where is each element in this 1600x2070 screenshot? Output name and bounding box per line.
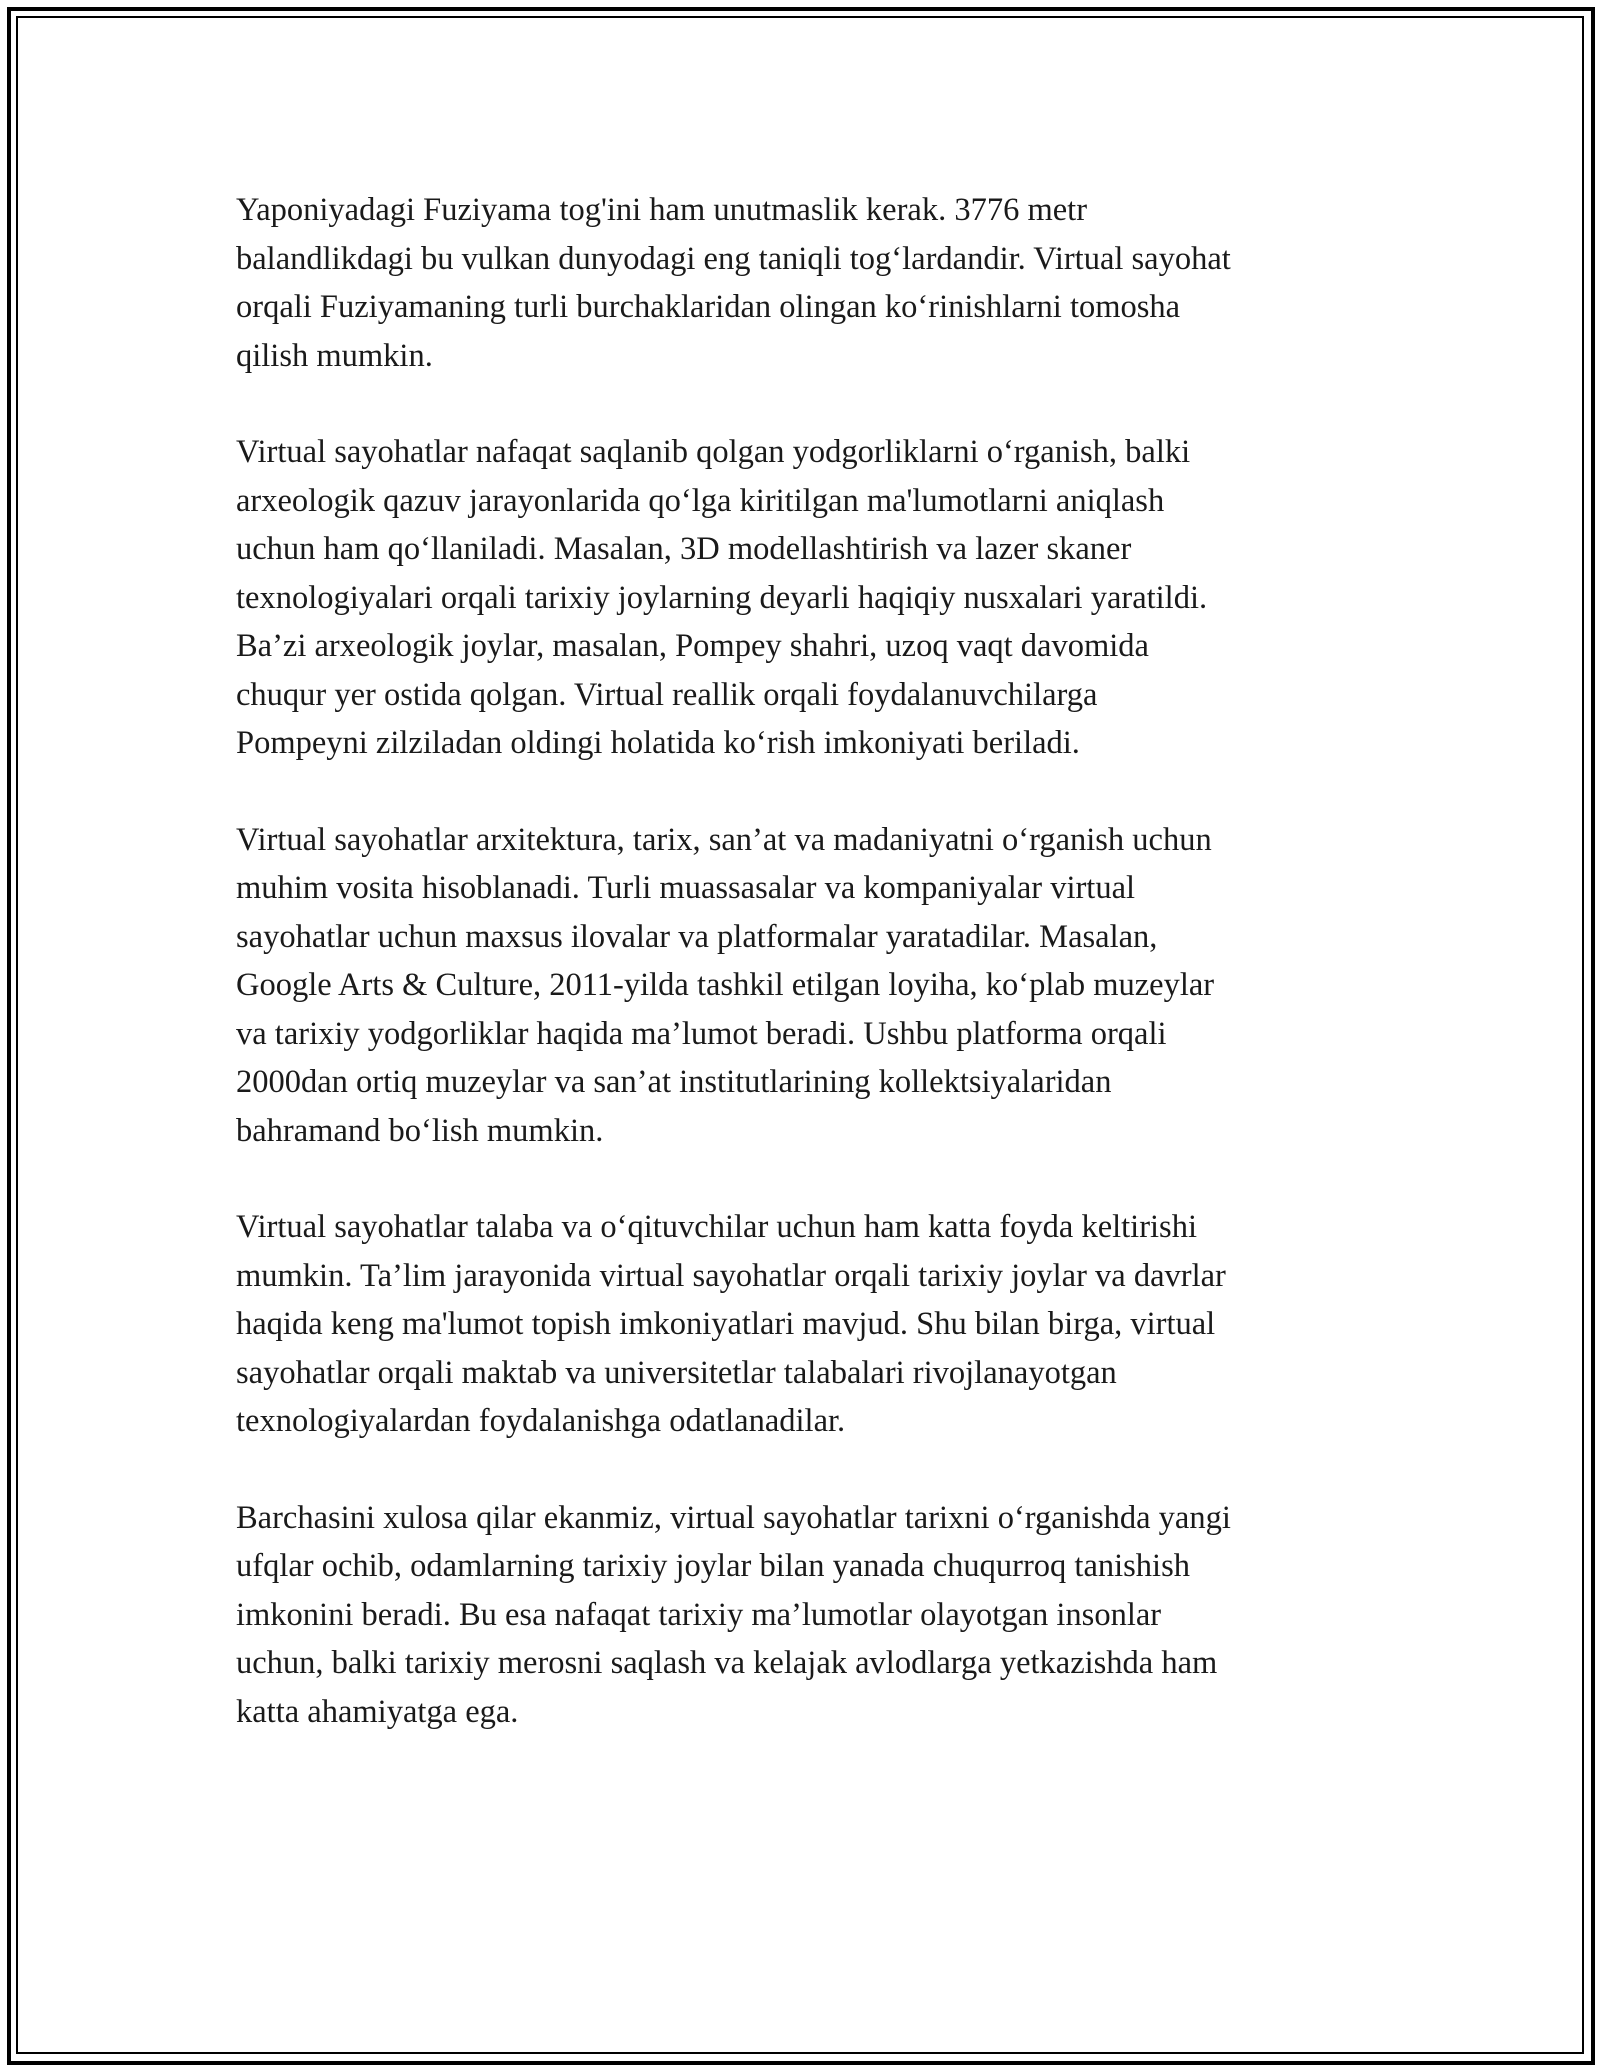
text-line: Barchasini xulosa qilar ekanmiz, virtual sayohatlar tarixni o‘rganishda yangi	[236, 1499, 1231, 1536]
text-line: 2000dan ortiq muzeylar va san’at institutlarining kollektsiyalaridan	[236, 1064, 1112, 1100]
text-line: Pompeyni zilziladan oldingi holatida ko‘rish imkoniyati beriladi.	[236, 725, 1080, 761]
text-line: imkonini beradi. Bu esa nafaqat tarixiy ma’lumotlar olayotgan insonlar	[236, 1596, 1162, 1633]
text-line: mumkin. Ta’lim jarayonida virtual sayohatlar orqali tarixiy joylar va davrlar	[236, 1257, 1226, 1294]
text-line: va tarixiy yodgorliklar haqida ma’lumot beradi. Ushbu platforma orqali	[236, 1015, 1167, 1052]
text-line: ufqlar ochib, odamlarning tarixiy joylar bilan yanada chuqurroq tanishish	[236, 1548, 1190, 1584]
paragraph-education	[236, 1203, 1376, 1446]
text-line: Google Arts & Culture, 2011-yilda tashkil etilgan loyiha, ko‘plab muzeylar	[236, 967, 1215, 1003]
text-line: haqida keng ma'lumot topish imkoniyatlari mavjud. Shu bilan birga, virtual	[236, 1306, 1216, 1342]
text-line: Virtual sayohatlar talaba va o‘qituvchilar uchun ham katta foyda keltirishi	[236, 1209, 1197, 1245]
text-line: balandlikdagi bu vulkan dunyodagi eng taniqli tog‘lardandir. Virtual sayohat	[236, 240, 1231, 277]
text-line: texnologiyalari orqali tarixiy joylarning deyarli haqiqiy nusxalari yaratildi.	[236, 579, 1208, 616]
text-line: texnologiyalardan foydalanishga odatlanadilar.	[236, 1403, 846, 1439]
text-line: bahramand bo‘lish mumkin.	[236, 1112, 604, 1149]
text-line: chuqur yer ostida qolgan. Virtual reallik orqali foydalanuvchilarga	[236, 676, 1098, 713]
text-line: uchun, balki tarixiy merosni saqlash va kelajak avlodlarga yetkazishda ham	[236, 1645, 1218, 1681]
text-line: muhim vosita hisoblanadi. Turli muassasalar va kompaniyalar virtual	[236, 870, 1136, 906]
text-line: Virtual sayohatlar arxitektura, tarix, san’at va madaniyatni o‘rganish uchun	[236, 821, 1212, 858]
text-line: qilish mumkin.	[236, 337, 433, 374]
text-line: katta ahamiyatga ega.	[236, 1693, 519, 1730]
text-line: orqali Fuziyamaning turli burchaklaridan olingan ko‘rinishlarni tomosha	[236, 289, 1181, 325]
text-line: arxeologik qazuv jarayonlarida qo‘lga kiritilgan ma'lumotlarni aniqlash	[236, 482, 1165, 519]
text-line: uchun ham qo‘llaniladi. Masalan, 3D modellashtirish va lazer skaner	[236, 531, 1132, 567]
document-body	[236, 186, 1376, 1784]
paragraph-culture	[236, 816, 1376, 1156]
text-line: sayohatlar uchun maxsus ilovalar va platformalar yaratadilar. Masalan,	[236, 918, 1158, 955]
paragraph-fuji	[236, 186, 1376, 380]
text-line: sayohatlar orqali maktab va universitetlar talabalari rivojlanayotgan	[236, 1354, 1117, 1391]
paragraph-conclusion	[236, 1494, 1376, 1737]
text-line: Yaponiyadagi Fuziyama tog'ini ham unutmaslik kerak. 3776 metr	[236, 192, 1088, 228]
text-line: Ba’zi arxeologik joylar, masalan, Pompey shahri, uzoq vaqt davomida	[236, 628, 1149, 664]
text-line: Virtual sayohatlar nafaqat saqlanib qolgan yodgorliklarni o‘rganish, balki	[236, 434, 1191, 470]
paragraph-archaeology	[236, 428, 1376, 768]
